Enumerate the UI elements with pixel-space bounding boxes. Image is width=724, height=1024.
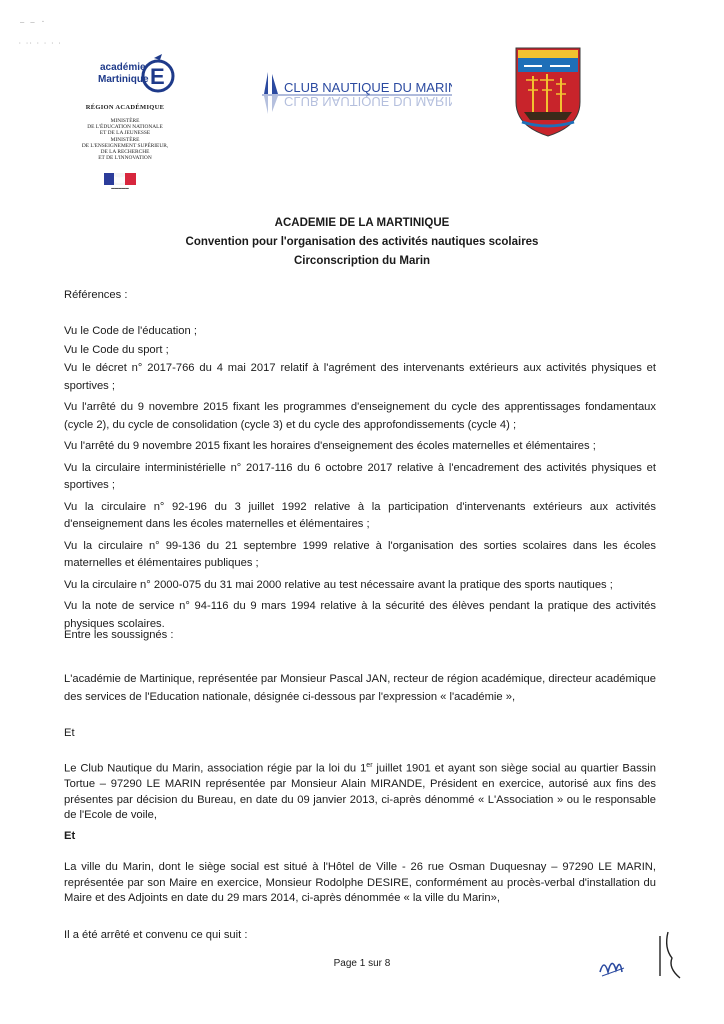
handwritten-initials	[594, 928, 694, 988]
academie-logo-line2: Martinique	[98, 74, 149, 85]
title-line-3: Circonscription du Marin	[293, 255, 431, 267]
ministry-line: DE LA RECHERCHE	[100, 149, 150, 156]
scan-mark-small: · ·· · · · ·	[18, 40, 62, 47]
agreement-intro: Il a été arrêté et convenu ce qui suit :	[64, 929, 248, 941]
reference-item: Vu le Code de l'éducation ;	[64, 325, 197, 337]
page-number: Page 1 sur 8	[333, 958, 391, 969]
republique-flag-icon	[104, 172, 136, 184]
reference-item: Vu le Code du sport ;	[64, 343, 169, 356]
region-academique-label: RÉGION ACADÉMIQUE	[85, 104, 165, 111]
ministry-line: DE L'ENSEIGNEMENT SUPÉRIEUR,	[81, 142, 169, 149]
conjunction-et: Et	[64, 727, 75, 739]
academie-logo	[96, 52, 176, 100]
reference-item: Vu le décret n° 2017-766 du 4 mai 2017 relatif à l'agrément des intervenants extérieurs aux activités physiques et sportives ;	[64, 362, 656, 392]
title-line-2: Convention pour l'organisation des activités nautiques scolaires	[185, 236, 539, 248]
scan-mark: — — ·	[20, 18, 47, 26]
reference-item: Vu la circulaire n° 2000-075 du 31 mai 2000 relative au test nécessaire avant la pratique des sports nautiques ;	[64, 578, 613, 591]
references-list	[64, 323, 656, 637]
ministry-line: ET DE LA JEUNESSE	[99, 130, 151, 137]
reference-item: Vu la circulaire n° 99-136 du 21 septembre 1999 relative à l'organisation des sorties scolaires dans les écoles maternelles et élémentaires publiques ;	[64, 539, 656, 569]
title-line-1: ACADEMIE DE LA MARTINIQUE	[274, 217, 450, 229]
parties-label: Entre les soussignés :	[64, 629, 174, 641]
reference-item: Vu la circulaire interministérielle n° 2017-116 du 6 octobre 2017 relative à l'encadrement des activités physiques et sportives ;	[64, 461, 656, 491]
coat-of-arms-icon	[512, 46, 584, 138]
svg-text:E: E	[150, 64, 165, 89]
club-nautique-logo	[262, 70, 452, 116]
academie-logo-line1: académie	[100, 62, 146, 73]
references-label: Références :	[64, 289, 128, 301]
reference-item: Vu l'arrêté du 9 novembre 2015 fixant les programmes d'enseignement du cycle des apprentissages fondamentaux (cycle 2), du cycle de consolidation (cycle 3) et du cycle des approfondissements (cycle 4) ;	[64, 401, 656, 431]
club-name-text: CLUB NAUTIQUE DU MARIN	[284, 80, 452, 95]
superscript-er: er	[366, 762, 373, 769]
document-title	[0, 214, 724, 271]
ministry-line: MINISTÈRE	[110, 118, 140, 124]
club-party-paragraph	[64, 758, 656, 824]
ministry-line: DE L'ÉDUCATION NATIONALE	[87, 124, 163, 131]
reference-item: Vu la circulaire n° 92-196 du 3 juillet 1992 relative à la participation d'intervenants extérieurs aux activités d'enseignement dans les écoles maternelles et élémentaires ;	[64, 500, 656, 530]
club-party-text-start: Le Club Nautique du Marin, association régie par la loi du 1	[64, 762, 367, 775]
ministry-line: ET DE L'INNOVATION	[98, 155, 152, 162]
club-name-reflection: CLUB NAUTIQUE DU MARIN	[284, 94, 452, 109]
reference-item: Vu l'arrêté du 9 novembre 2015 fixant les horaires d'enseignement des écoles maternelles et élémentaires ;	[64, 440, 596, 452]
ministry-list	[55, 118, 195, 161]
ministry-line: MINISTÈRE	[110, 136, 140, 143]
flag-caption-decoration: ▬▬▬▬▬	[111, 186, 129, 190]
conjunction-et-bold: Et	[64, 830, 76, 842]
academie-party-paragraph: L'académie de Martinique, représentée par Monsieur Pascal JAN, recteur de région académique, directeur académique des services de l'Education nationale, désignée ci-dessous par l'expression « l'académie »,	[64, 673, 656, 703]
reference-item: Vu la note de service n° 94-116 du 9 mars 1994 relative à la sécurité des élèves pendant la pratique des activités physiques scolaires.	[64, 600, 656, 630]
club-party-text-end: juillet 1901 et ayant son siège social au quartier Bassin Tortue – 97290 LE MARIN représentée par Monsieur Alain MIRANDE, Président en exercice, autorisé aux fins des présentes par décision du Bureau, en date du 09 janvier 2013, ci-après dénommé « L'Association » ou le responsable de l'Ecole de voile,	[64, 762, 656, 822]
ville-party-paragraph: La ville du Marin, dont le siège social est situé à l'Hôtel de Ville - 26 rue Osman Duquesnay – 97290 LE MARIN, représentée par son Maire en exercice, Monsieur Rodolphe DESIRE, conformément au procès-verbal d'installation du Maire et des Adjoints en date du 29 mars 2014, ci-après dénommée « la ville du Marin»,	[64, 861, 656, 904]
